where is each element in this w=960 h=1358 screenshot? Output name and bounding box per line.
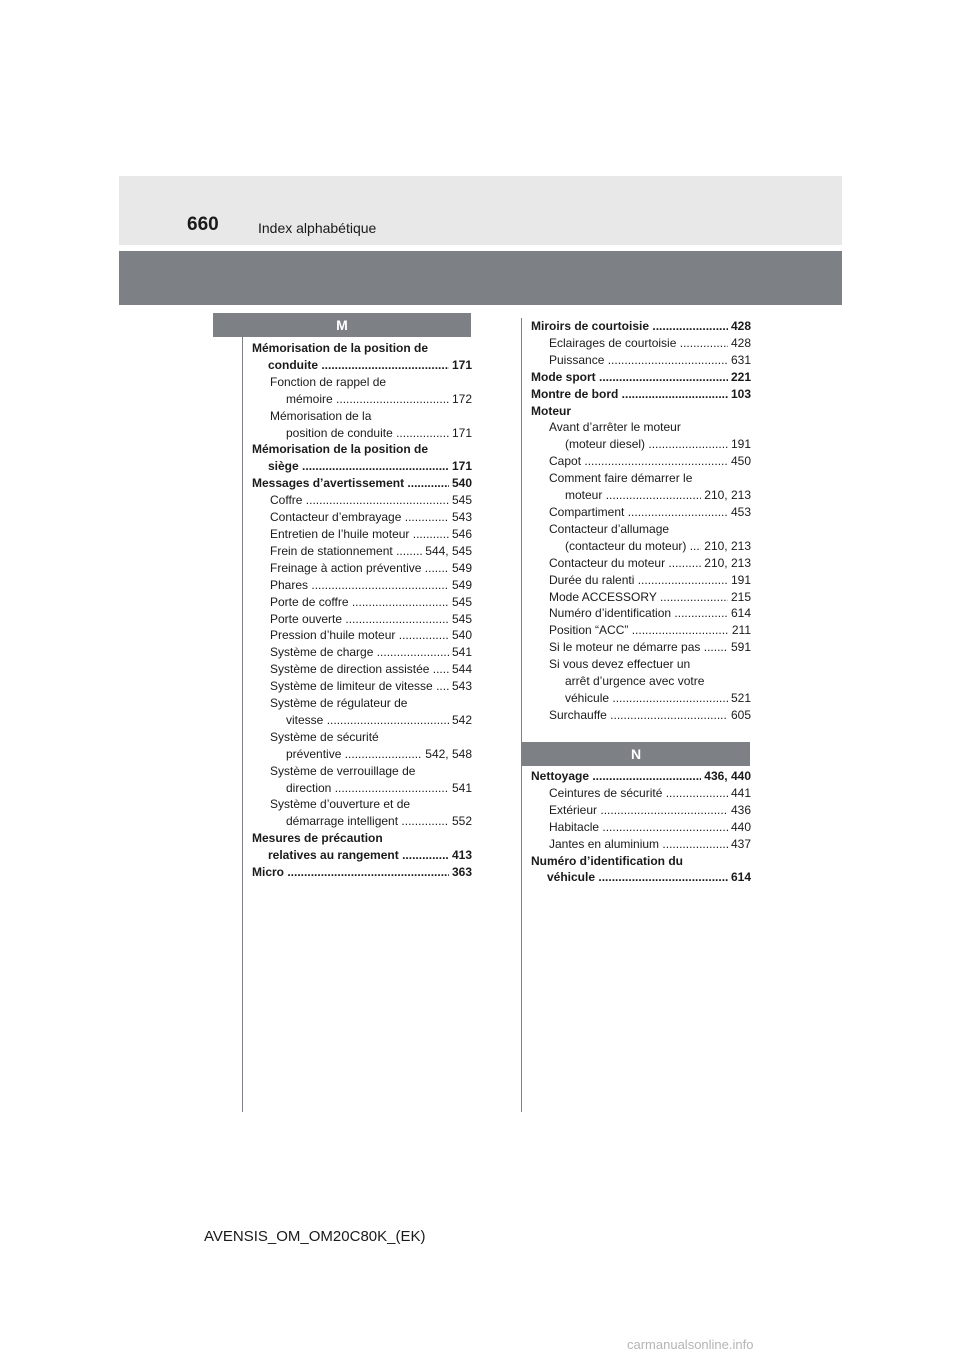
- header-band: [119, 251, 842, 305]
- entry-term: (moteur diesel) .....: [565, 437, 751, 451]
- entry-page-ref: 614: [728, 605, 751, 622]
- index-entry: [531, 673, 751, 690]
- entry-term: Surchauffe .....: [549, 708, 751, 722]
- index-entry: [531, 318, 751, 335]
- entry-page-ref: 413: [449, 847, 472, 864]
- entry-term: Mode sport .....: [531, 370, 751, 384]
- entry-term: direction .....: [286, 781, 472, 795]
- index-entry: [252, 560, 472, 577]
- entry-page-ref: 436: [728, 802, 751, 819]
- entry-term: mémoire .....: [286, 392, 472, 406]
- entry-page-ref: 437: [728, 836, 751, 853]
- entry-term: Micro .....: [252, 865, 472, 879]
- index-entry: [531, 869, 751, 886]
- entry-term: conduite .....: [268, 358, 472, 372]
- entry-term: Mémorisation de la: [270, 408, 372, 423]
- entry-page-ref: 546: [449, 526, 472, 543]
- index-entry: [531, 707, 751, 724]
- entry-term: Contacteur d’embrayage .....: [270, 510, 472, 524]
- entry-page-ref: 453: [728, 504, 751, 521]
- index-entry: [531, 622, 751, 639]
- index-entry: [252, 661, 472, 678]
- index-entry: [531, 487, 751, 504]
- document-code: AVENSIS_OM_OM20C80K_(EK): [204, 1228, 426, 1245]
- index-entry: [531, 768, 751, 785]
- entry-page-ref: 428: [728, 335, 751, 352]
- entry-page-ref: 544: [449, 661, 472, 678]
- index-entry: [252, 425, 472, 442]
- entry-term: Porte de coffre .....: [270, 595, 472, 609]
- entry-page-ref: 450: [728, 453, 751, 470]
- column-rule-left: [242, 318, 243, 1112]
- entry-page-ref: 210, 213: [701, 487, 751, 504]
- index-entry: [531, 504, 751, 521]
- entry-term: Ceintures de sécurité .....: [549, 786, 751, 800]
- index-entry: [531, 656, 751, 673]
- entry-term: Moteur: [531, 403, 571, 418]
- index-entry: [531, 436, 751, 453]
- index-entry: [531, 785, 751, 802]
- entry-page-ref: 543: [449, 509, 472, 526]
- index-entry: [252, 712, 472, 729]
- entry-page-ref: 103: [728, 386, 751, 403]
- index-entry: [252, 813, 472, 830]
- entry-page-ref: 605: [728, 707, 751, 724]
- index-entry: [252, 577, 472, 594]
- entry-term: Jantes en aluminium .....: [549, 837, 751, 851]
- index-entry: [252, 357, 472, 374]
- index-entry: [531, 453, 751, 470]
- index-entry: [252, 611, 472, 628]
- entry-term: Phares .....: [270, 578, 472, 592]
- entry-page-ref: 542: [449, 712, 472, 729]
- entry-page-ref: 545: [449, 611, 472, 628]
- entry-page-ref: 363: [449, 864, 472, 881]
- entry-term: Numéro d’identification .....: [549, 606, 751, 620]
- entry-term: véhicule .....: [547, 870, 751, 884]
- entry-page-ref: 215: [728, 589, 751, 606]
- index-entry: [252, 780, 472, 797]
- index-entry: [252, 746, 472, 763]
- entry-page-ref: 545: [449, 492, 472, 509]
- entry-term: Frein de stationnement .....: [270, 544, 472, 558]
- entry-term: Porte ouverte .....: [270, 612, 472, 626]
- index-entry: [531, 386, 751, 403]
- entry-page-ref: 171: [449, 458, 472, 475]
- entry-term: Puissance .....: [549, 353, 751, 367]
- entry-page-ref: 171: [449, 357, 472, 374]
- letter-heading-m: M: [213, 313, 471, 337]
- entry-page-ref: 540: [449, 475, 472, 492]
- index-entry: [531, 802, 751, 819]
- entry-term: Mémorisation de la position de: [252, 341, 429, 355]
- entry-page-ref: 540: [449, 627, 472, 644]
- entry-page-ref: 549: [449, 577, 472, 594]
- index-entry: [531, 470, 751, 487]
- entry-page-ref: 191: [728, 436, 751, 453]
- index-entry: [531, 836, 751, 853]
- index-entry: [252, 391, 472, 408]
- entry-page-ref: 542, 548: [422, 746, 472, 763]
- index-entry: [531, 605, 751, 622]
- entry-page-ref: 549: [449, 560, 472, 577]
- entry-page-ref: 440: [728, 819, 751, 836]
- watermark: carmanualsonline.info: [627, 1337, 754, 1352]
- entry-term: Freinage à action préventive .....: [270, 561, 472, 575]
- entry-term: (contacteur du moteur) .....: [565, 539, 751, 553]
- entry-term: Durée du ralenti .....: [549, 573, 751, 587]
- entry-page-ref: 541: [449, 644, 472, 661]
- entry-term: Mesures de précaution: [252, 831, 383, 846]
- entry-page-ref: 541: [449, 780, 472, 797]
- index-entry: [531, 819, 751, 836]
- index-entry: [531, 690, 751, 707]
- entry-term: Miroirs de courtoisie .....: [531, 319, 751, 333]
- entry-page-ref: 591: [728, 639, 751, 656]
- entry-term: Pression d’huile moteur .....: [270, 628, 472, 642]
- index-entry: [531, 369, 751, 386]
- entry-term: Système de charge .....: [270, 645, 472, 659]
- entry-term: arrêt d’urgence avec votre: [565, 674, 705, 689]
- index-entry: [252, 864, 472, 881]
- entry-term: Messages d’avertissement .....: [252, 476, 472, 490]
- entry-term: Avant d’arrêter le moteur: [549, 420, 681, 435]
- index-entry: [252, 729, 472, 746]
- index-entry: [252, 830, 472, 847]
- entry-page-ref: 614: [728, 869, 751, 886]
- entry-term: Mémorisation de la position de: [252, 442, 429, 457]
- index-column-n: [531, 768, 751, 886]
- index-entry: [531, 419, 751, 436]
- index-column-m: [252, 340, 472, 881]
- entry-term: Contacteur du moteur .....: [549, 556, 751, 570]
- column-rule-middle: [521, 318, 522, 1112]
- entry-term: Entretien de l’huile moteur .....: [270, 527, 472, 541]
- entry-term: position de conduite .....: [286, 426, 472, 440]
- section-title: Index alphabétique: [258, 220, 377, 236]
- header-bar: [119, 176, 842, 245]
- entry-term: démarrage intelligent .....: [286, 814, 472, 828]
- entry-page-ref: 521: [728, 690, 751, 707]
- index-entry: [531, 639, 751, 656]
- letter-heading-n: N: [522, 742, 750, 766]
- entry-term: Capot .....: [549, 454, 751, 468]
- entry-page-ref: 441: [728, 785, 751, 802]
- entry-term: Position “ACC” .....: [549, 623, 751, 637]
- entry-term: Fonction de rappel de: [270, 374, 387, 389]
- index-entry: [252, 678, 472, 695]
- entry-term: Système de régulateur de: [270, 696, 408, 711]
- entry-term: préventive .....: [286, 747, 472, 761]
- entry-page-ref: 191: [728, 572, 751, 589]
- entry-page-ref: 544, 545: [422, 543, 472, 560]
- entry-term: Système de verrouillage de: [270, 763, 416, 778]
- index-entry: [252, 847, 472, 864]
- index-entry: [531, 853, 751, 870]
- entry-term: Système d’ouverture et de: [270, 797, 411, 812]
- entry-page-ref: 428: [728, 318, 751, 335]
- entry-page-ref: 631: [728, 352, 751, 369]
- index-entry: [252, 594, 472, 611]
- entry-term: moteur .....: [565, 488, 751, 502]
- index-entry: [252, 509, 472, 526]
- index-entry: [531, 352, 751, 369]
- index-entry: [252, 458, 472, 475]
- index-entry: [531, 335, 751, 352]
- index-entry: [252, 526, 472, 543]
- entry-term: Montre de bord .....: [531, 387, 751, 401]
- index-entry: [252, 627, 472, 644]
- index-entry: [252, 475, 472, 492]
- entry-term: véhicule .....: [565, 691, 751, 705]
- entry-term: Nettoyage .....: [531, 769, 751, 783]
- entry-page-ref: 171: [449, 425, 472, 442]
- entry-term: relatives au rangement .....: [268, 848, 472, 862]
- entry-term: Extérieur .....: [549, 803, 751, 817]
- index-entry: [252, 374, 472, 391]
- entry-term: Si vous devez effectuer un: [549, 657, 691, 672]
- index-entry: [531, 572, 751, 589]
- entry-page-ref: 543: [449, 678, 472, 695]
- index-entry: [531, 403, 751, 420]
- index-entry: [531, 538, 751, 555]
- index-entry: [252, 340, 472, 357]
- entry-page-ref: 210, 213: [701, 538, 751, 555]
- index-entry: [252, 644, 472, 661]
- entry-term: Si le moteur ne démarre pas .....: [549, 640, 751, 654]
- entry-term: Système de sécurité: [270, 729, 379, 744]
- index-entry: [531, 521, 751, 538]
- entry-term: Compartiment .....: [549, 505, 751, 519]
- index-entry: [252, 492, 472, 509]
- entry-term: Eclairages de courtoisie .....: [549, 336, 751, 350]
- index-entry: [252, 408, 472, 425]
- entry-term: siège .....: [268, 459, 472, 473]
- entry-term: vitesse .....: [286, 713, 472, 727]
- entry-term: Système de direction assistée .....: [270, 662, 472, 676]
- entry-page-ref: 552: [449, 813, 472, 830]
- entry-term: Comment faire démarrer le: [549, 471, 693, 486]
- entry-page-ref: 436, 440: [701, 768, 751, 785]
- index-entry: [252, 543, 472, 560]
- index-column-m-cont: [531, 318, 751, 724]
- entry-term: Système de limiteur de vitesse .....: [270, 679, 472, 693]
- entry-page-ref: 210, 213: [701, 555, 751, 572]
- entry-page-ref: 172: [449, 391, 472, 408]
- index-entry: [252, 796, 472, 813]
- page-number: 660: [187, 214, 219, 235]
- entry-term: Habitacle .....: [549, 820, 751, 834]
- entry-page-ref: 211: [729, 622, 751, 639]
- index-entry: [252, 695, 472, 712]
- entry-term: Numéro d’identification du: [531, 853, 683, 868]
- entry-page-ref: 221: [728, 369, 751, 386]
- index-entry: [531, 589, 751, 606]
- entry-page-ref: 545: [449, 594, 472, 611]
- index-entry: [252, 763, 472, 780]
- index-entry: [252, 441, 472, 458]
- entry-term: Coffre .....: [270, 493, 472, 507]
- entry-term: Mode ACCESSORY .....: [549, 590, 751, 604]
- entry-term: Contacteur d’allumage: [549, 521, 670, 536]
- index-entry: [531, 555, 751, 572]
